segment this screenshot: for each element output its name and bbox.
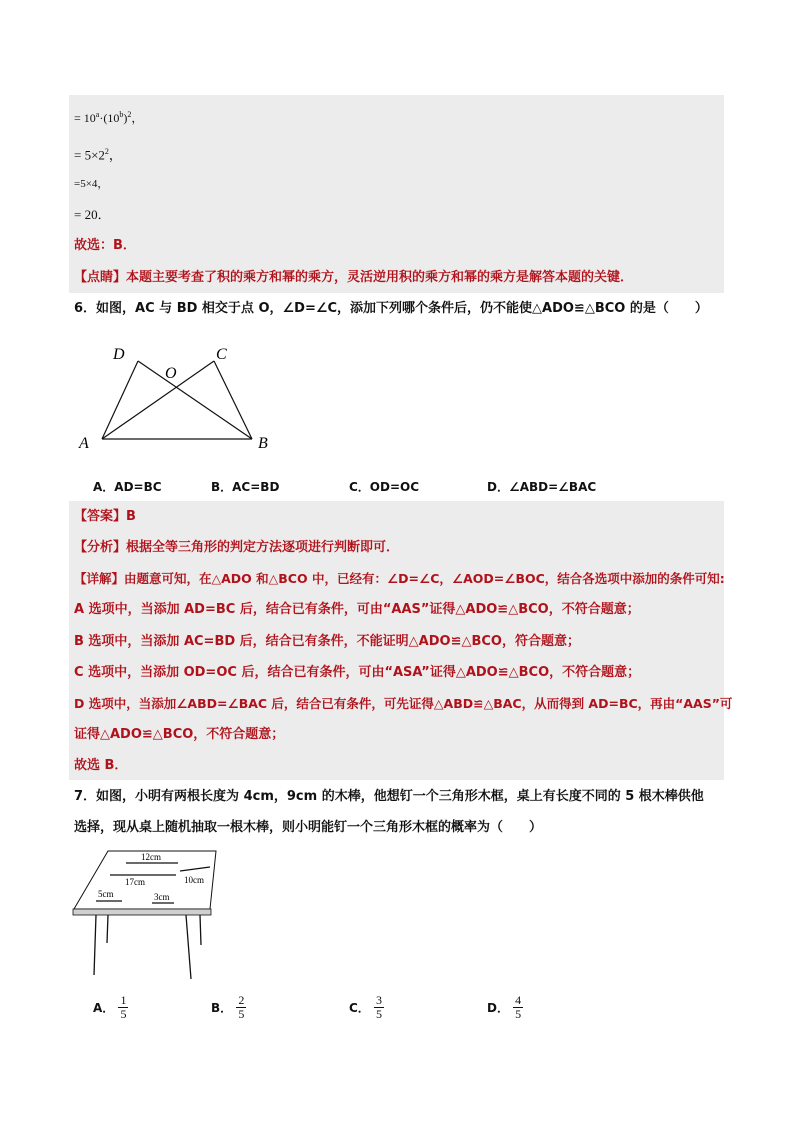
- solution5-step1: = $10^a\cdot(10^b)^2$，: [74, 110, 144, 125]
- q7-option-a: A． $\frac{1}{5}$: [93, 993, 127, 1021]
- label-A: A: [79, 435, 89, 452]
- table-legs: [94, 915, 201, 979]
- label-O: O: [165, 365, 177, 382]
- q7-option-c: C． $\frac{3}{5}$: [349, 993, 382, 1021]
- solution5-answer: 故选：B．: [74, 238, 136, 253]
- solution5-comment: [74, 269, 633, 287]
- segment-AC: [102, 361, 214, 439]
- question6-figure: [75, 340, 295, 455]
- label-12cm: 12cm: [141, 852, 161, 862]
- q6-detail-5: D 选项中，当添加∠ABD=∠BAC 后，结合已有条件，可先证得△ABD≌△BAC，从而得到 AD=BC，再由“AAS”可: [74, 696, 733, 711]
- q6-detail-3: B 选项中，当添加 AC=BD 后，结合已有条件，不能证明△ADO≌△BCO，符合题意；: [74, 634, 580, 649]
- table-edge: [73, 909, 211, 915]
- label-17cm: 17cm: [125, 877, 145, 887]
- segment-CB: [214, 361, 252, 439]
- comment-text: 本题主要考查了积的乘方和幂的乘方，灵活逆用积的乘方和幂的乘方是解答本题的关键．: [126, 270, 634, 285]
- segment-AD: [102, 361, 138, 439]
- segment-DB: [138, 361, 252, 439]
- q6-detail-7: 故选 B．: [74, 758, 128, 773]
- q6-answer: 【答案】B: [74, 509, 136, 524]
- question7-figure: [70, 845, 230, 985]
- q6-option-b: B．AC=BD: [211, 480, 280, 494]
- solution5-panel: [69, 95, 724, 293]
- label-10cm: 10cm: [184, 875, 204, 885]
- q6-detail-1: 【详解】由题意可知，在△ADO 和△BCO 中，已经有：∠D=∠C，∠AOD=∠BOC，结合各选项中添加的条件可知:: [74, 571, 725, 586]
- q6-option-c: C．OD=OC: [349, 480, 420, 494]
- q6-analysis: 【分析】根据全等三角形的判定方法逐项进行判断即可．: [74, 540, 400, 555]
- label-5cm: 5cm: [98, 889, 114, 899]
- question6-stem: 6．如图，AC 与 BD 相交于点 O，∠D=∠C，添加下列哪个条件后，仍不能使△ADO≌△BCO 的是（ ）: [74, 301, 708, 316]
- q6-option-d: D．∠ABD=∠BAC: [487, 480, 597, 494]
- label-D: D: [113, 346, 125, 363]
- q7-option-b: B． $\frac{2}{5}$: [211, 993, 245, 1021]
- label-3cm: 3cm: [154, 892, 170, 902]
- q6-detail-2: A 选项中，当添加 AD=BC 后，结合已有条件，可由“AAS”证得△ADO≌△BCO，不符合题意；: [74, 602, 640, 617]
- solution5-step4: = 20．: [74, 207, 111, 222]
- label-B: B: [258, 435, 268, 452]
- comment-tag: 【点睛】: [74, 270, 127, 285]
- question7-stem-line1: 7．如图，小明有两根长度为 4cm，9cm 的木棒，他想钉一个三角形木框，桌上有长度不同的 5 根木棒供他: [74, 789, 704, 804]
- q7-option-d: D． $\frac{4}{5}$: [487, 993, 522, 1021]
- label-C: C: [216, 346, 227, 363]
- solution5-step3: =5×4，: [74, 178, 109, 190]
- question7-stem-line2: 选择，现从桌上随机抽取一根木棒，则小明能钉一个三角形木框的概率为（ ）: [74, 820, 543, 835]
- q6-option-a: A．AD=BC: [93, 480, 162, 494]
- solution5-step2: = $5\times 2^2$，: [74, 147, 122, 163]
- q6-detail-4: C 选项中，当添加 OD=OC 后，结合已有条件，可由“ASA”证得△ADO≌△BCO，不符合题意；: [74, 665, 641, 680]
- q6-detail-6: 证得△ADO≌△BCO，不符合题意；: [74, 727, 285, 742]
